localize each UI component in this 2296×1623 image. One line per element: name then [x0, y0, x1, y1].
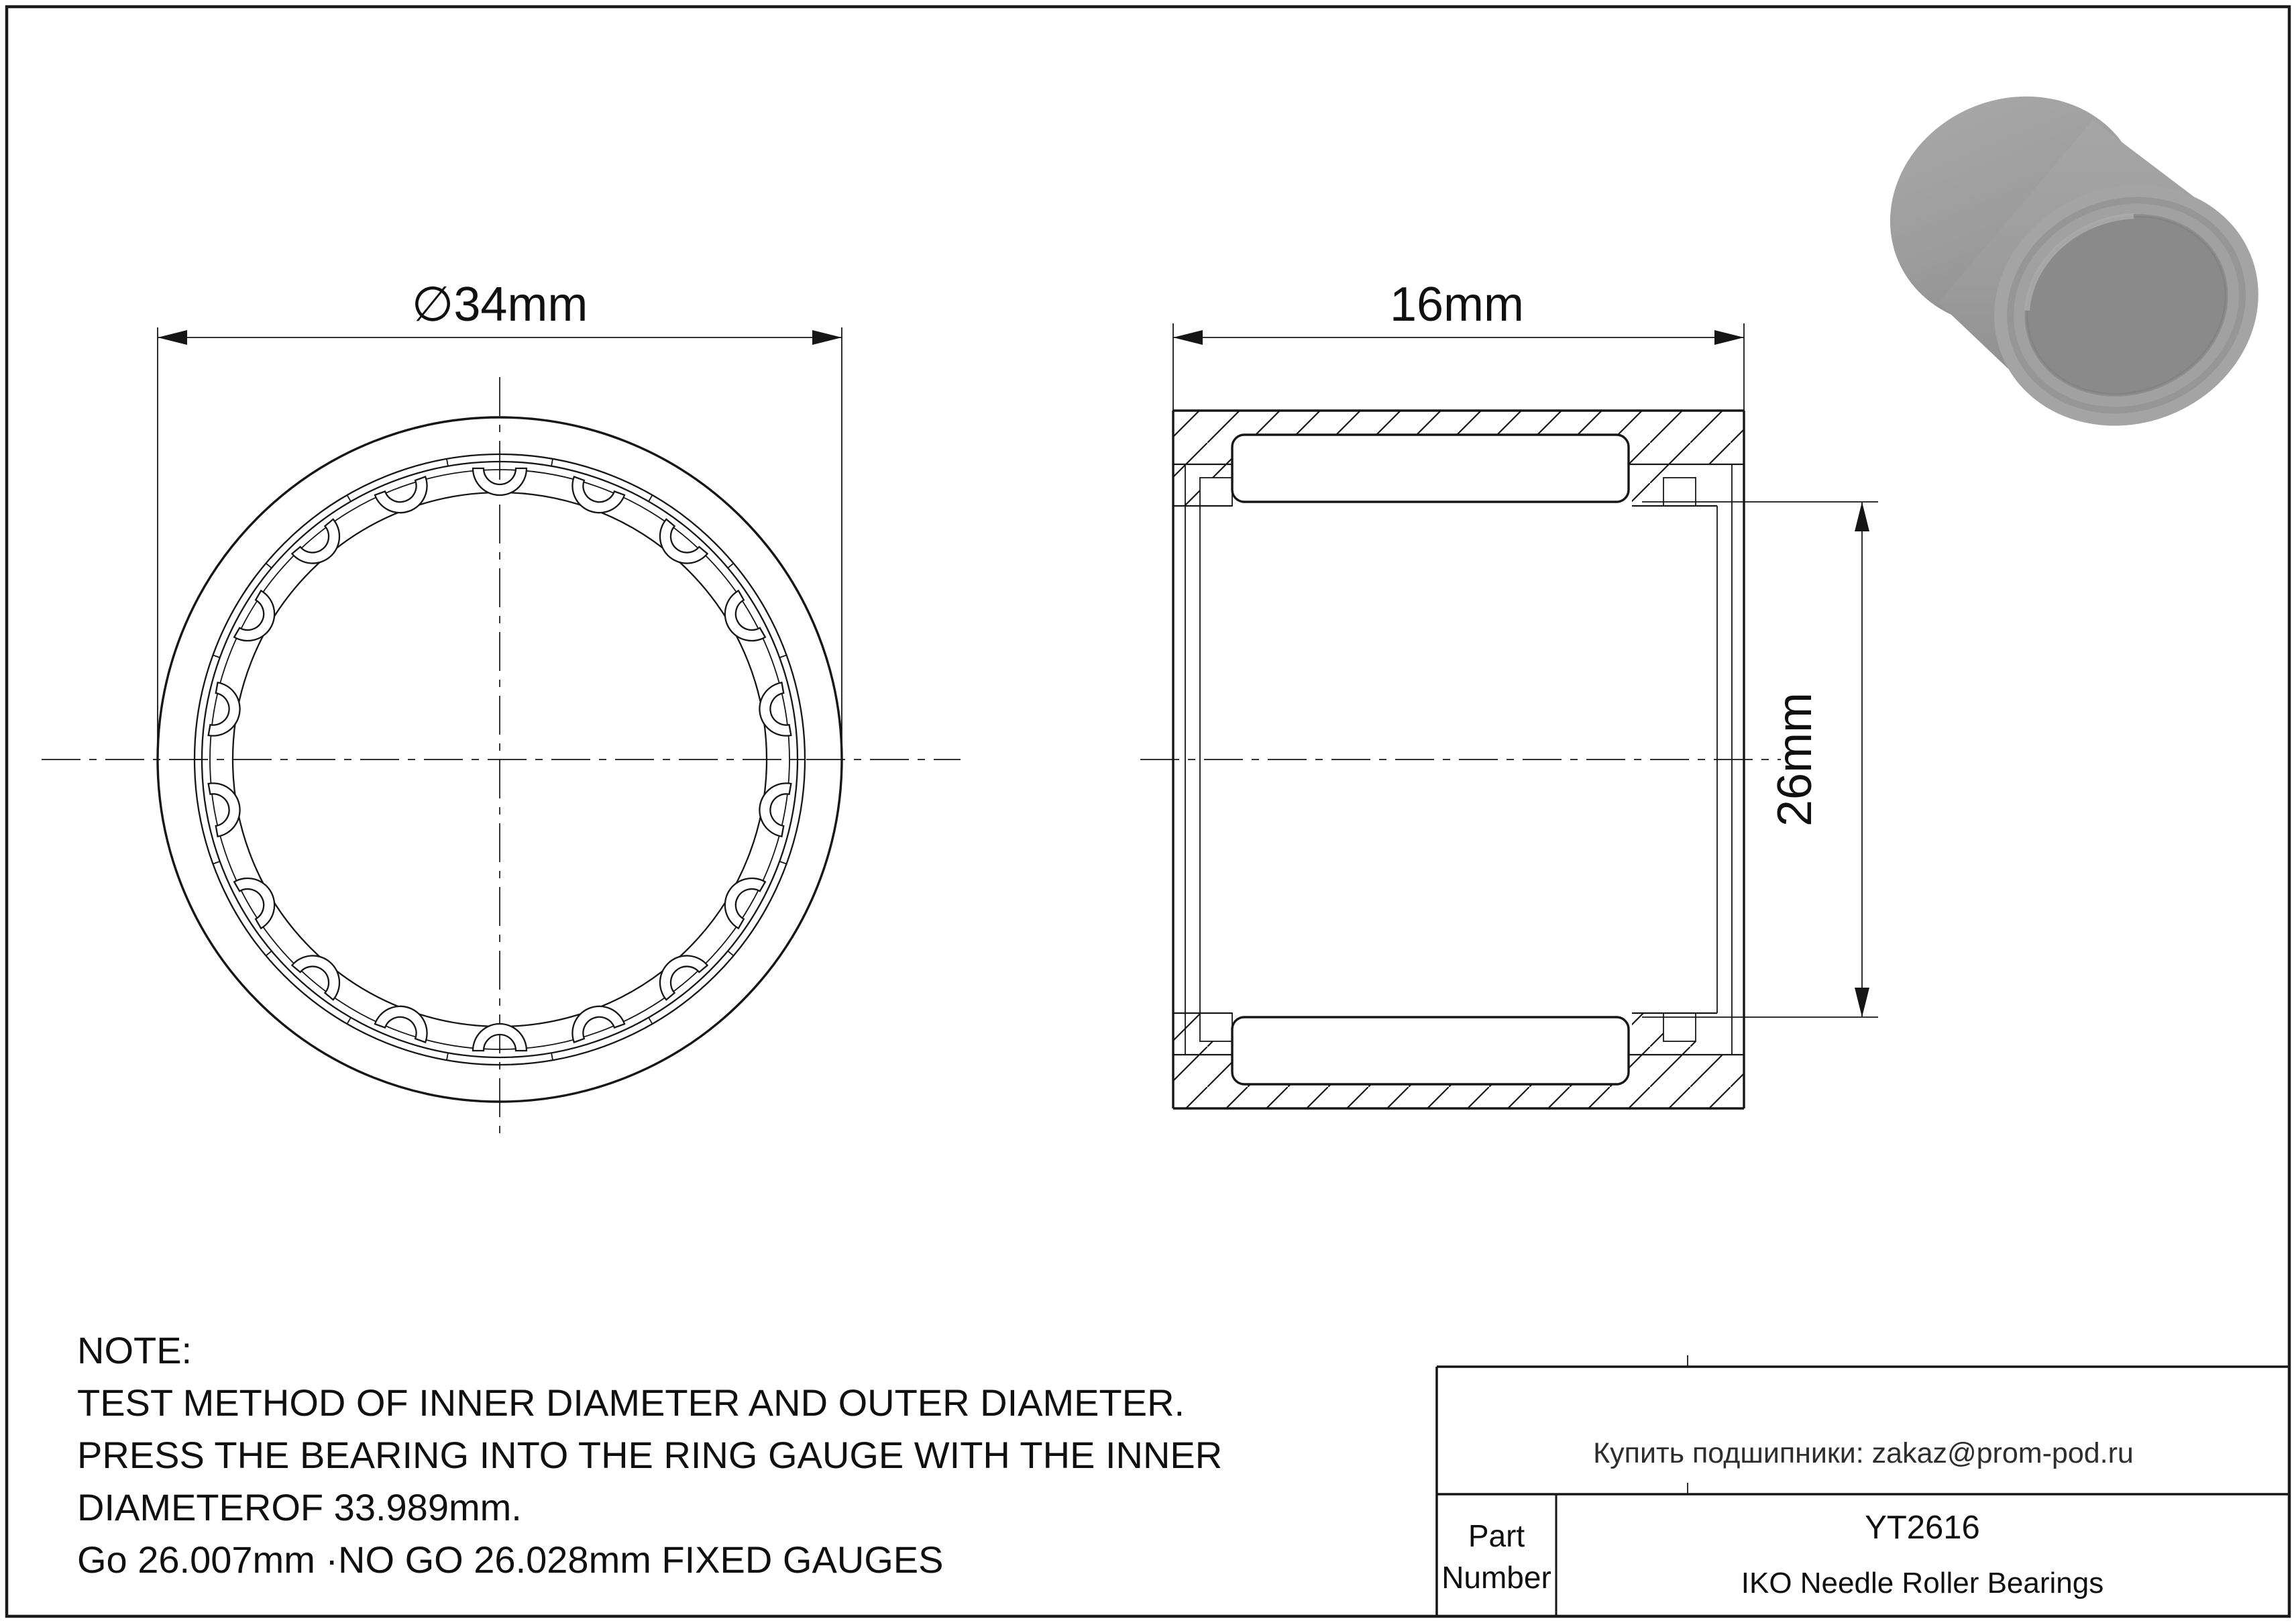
note-title: NOTE:: [77, 1329, 193, 1371]
bore-dimension-label: 26mm: [1768, 692, 1822, 827]
note-line: Go 26.007mm ·NO GO 26.028mm FIXED GAUGES: [77, 1538, 944, 1581]
part-number-label: Part: [1468, 1518, 1525, 1553]
note-line: PRESS THE BEARING INTO THE RING GAUGE WITH THE INNER: [77, 1434, 1223, 1476]
note-line: DIAMETEROF 33.989mm.: [77, 1486, 522, 1528]
bottom-roller-section: [1232, 1017, 1629, 1084]
width-dimension-label: 16mm: [1389, 278, 1525, 331]
bearing-3d-render: [1569, 0, 2296, 465]
top-roller-section: [1232, 435, 1629, 502]
od-dimension-label: ∅34mm: [411, 278, 588, 331]
part-number-label: Number: [1441, 1560, 1551, 1595]
contact-text: Купить подшипники: zakaz@prom-pod.ru: [1593, 1437, 2134, 1469]
part-number-value: YT2616: [1865, 1510, 1980, 1546]
product-line-text: IKO Needle Roller Bearings: [1741, 1567, 2104, 1600]
title-block: [1437, 1355, 2288, 1616]
cage-section-lines: [1185, 464, 1732, 1055]
note-block: [77, 1329, 1222, 1581]
width-dimension: [1173, 278, 1744, 411]
front-view: [42, 278, 961, 1142]
note-line: TEST METHOD OF INNER DIAMETER AND OUTER DIAMETER.: [77, 1381, 1185, 1424]
section-view: [1140, 278, 1878, 1108]
